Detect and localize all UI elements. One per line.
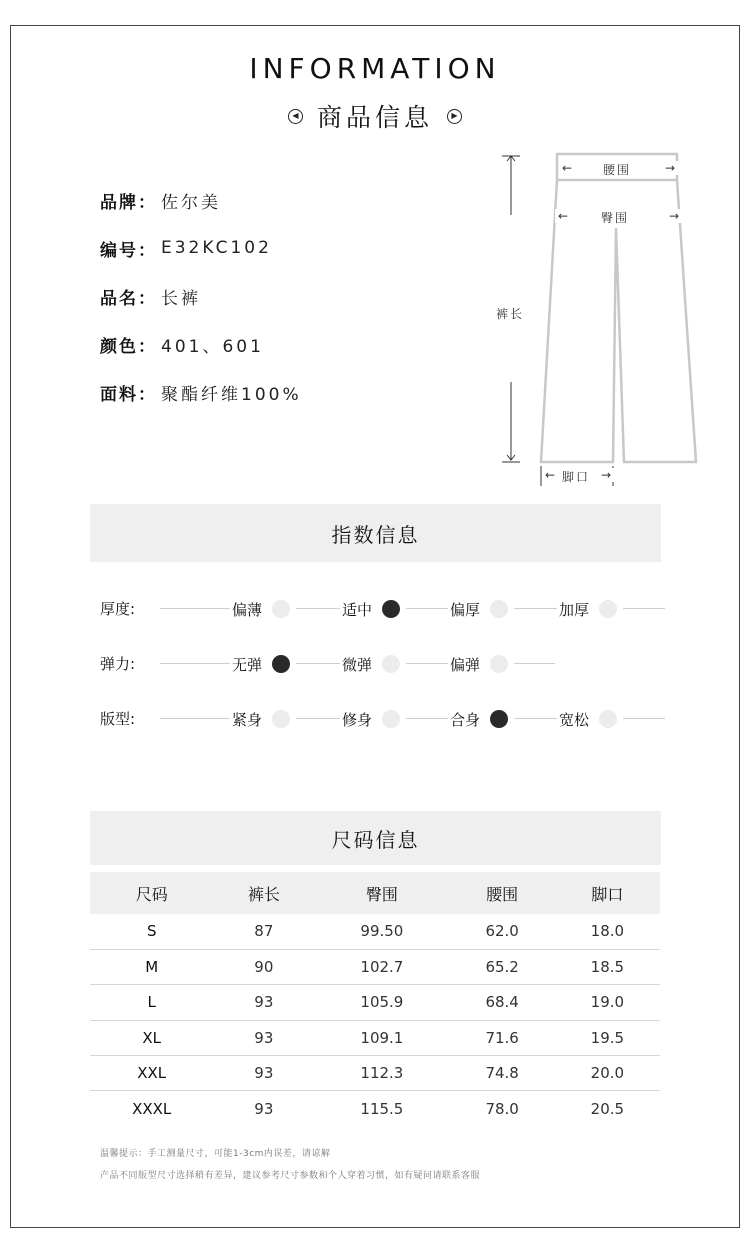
table-row — [90, 1091, 660, 1126]
table-cell: XL — [90, 1020, 213, 1055]
diagram-arrow-right: → — [598, 468, 616, 482]
table-cell: 93 — [213, 1020, 314, 1055]
column-header: 尺码 — [90, 872, 213, 914]
column-header: 裤长 — [213, 872, 314, 914]
table-cell: 19.0 — [555, 985, 660, 1020]
info-row-color — [100, 320, 302, 368]
unselected-dot-icon — [272, 710, 290, 728]
table-cell: 65.2 — [450, 949, 555, 984]
size-table — [90, 872, 660, 1126]
table-cell: 20.0 — [555, 1056, 660, 1091]
table-cell: 112.3 — [314, 1056, 449, 1091]
scale-option-label: 微弹 — [342, 655, 373, 674]
table-cell: S — [90, 914, 213, 949]
info-row-name — [100, 272, 302, 320]
diagram-waist-label: 腰围 — [600, 161, 634, 178]
table-cell: L — [90, 985, 213, 1020]
table-row — [90, 985, 660, 1020]
index-scale-row — [100, 707, 665, 731]
diagram-hem-label: 脚口 — [559, 468, 593, 485]
index-section-header: 指数信息 — [90, 504, 661, 562]
table-row — [90, 949, 660, 984]
index-scale-row — [100, 652, 665, 676]
unselected-dot-icon — [382, 655, 400, 673]
scale-option — [230, 652, 296, 676]
table-cell: XXXL — [132, 1099, 172, 1118]
table-cell: 105.9 — [314, 985, 449, 1020]
size-table-header-row — [90, 872, 660, 914]
table-cell: M — [90, 949, 213, 984]
unselected-dot-icon — [599, 710, 617, 728]
diagram-arrow-left: ← — [542, 468, 560, 482]
scale-option — [448, 652, 514, 676]
scale-row-label: 弹力: — [100, 655, 136, 673]
scale-option-label: 偏薄 — [232, 600, 263, 619]
scale-option-label: 无弹 — [232, 655, 263, 674]
table-cell: 18.5 — [555, 949, 660, 984]
scale-option — [557, 597, 623, 621]
selected-dot-icon — [272, 655, 290, 673]
table-cell: 93 — [254, 1099, 274, 1118]
note-size-advice: 产品不同版型尺寸选择稍有差异，建议参考尺寸参数和个人穿着习惯，如有疑问请联系客服 — [100, 1171, 481, 1181]
info-value: 401、601 — [161, 336, 264, 357]
info-value: 长裤 — [161, 288, 201, 309]
table-cell: 93 — [213, 985, 314, 1020]
scale-option — [448, 707, 514, 731]
table-cell: 102.7 — [314, 949, 449, 984]
scale-option — [230, 597, 296, 621]
scale-option-label: 适中 — [342, 600, 373, 619]
scale-row-label: 版型: — [100, 710, 136, 728]
unselected-dot-icon — [599, 600, 617, 618]
table-cell: 20.5 — [590, 1099, 625, 1118]
table-cell: 93 — [213, 1056, 314, 1091]
info-key: 面料： — [100, 384, 157, 405]
selected-dot-icon — [490, 710, 508, 728]
scale-option — [340, 707, 406, 731]
scale-option-label: 紧身 — [232, 710, 263, 729]
scale-option — [557, 707, 623, 731]
table-row — [90, 914, 660, 949]
title-english: INFORMATION — [249, 52, 501, 85]
diagram-arrow-right: → — [662, 161, 680, 175]
title-chinese: 商品信息 — [316, 103, 433, 132]
pants-measurement-diagram — [480, 148, 710, 493]
table-cell: 109.1 — [314, 1020, 449, 1055]
circle-right-arrow-icon: ▶ — [447, 109, 462, 124]
info-key: 品名： — [100, 288, 157, 309]
table-cell: 62.0 — [450, 914, 555, 949]
info-row-brand — [100, 176, 302, 224]
scale-option — [448, 597, 514, 621]
unselected-dot-icon — [382, 710, 400, 728]
info-row-code — [100, 224, 302, 272]
info-value: E32KC102 — [161, 238, 272, 258]
info-row-fabric — [100, 368, 302, 416]
table-row — [90, 1056, 660, 1091]
scale-option-label: 偏厚 — [450, 600, 481, 619]
diagram-length-label: 裤长 — [493, 305, 527, 322]
diagram-arrow-right: → — [666, 209, 684, 223]
scale-option-label: 合身 — [450, 710, 481, 729]
table-cell: 74.8 — [450, 1056, 555, 1091]
unselected-dot-icon — [490, 655, 508, 673]
note-measurement: 温馨提示：手工测量尺寸，可能1-3cm内误差，请谅解 — [100, 1149, 331, 1159]
table-cell: 99.50 — [314, 914, 449, 949]
unselected-dot-icon — [490, 600, 508, 618]
scale-option-label: 加厚 — [559, 600, 590, 619]
table-cell: 19.5 — [555, 1020, 660, 1055]
scale-option — [340, 652, 406, 676]
table-cell: 115.5 — [360, 1099, 404, 1118]
table-cell: 71.6 — [450, 1020, 555, 1055]
scale-option-label: 宽松 — [559, 710, 590, 729]
table-cell: 90 — [213, 949, 314, 984]
scale-option-label: 修身 — [342, 710, 373, 729]
selected-dot-icon — [382, 600, 400, 618]
info-value: 聚酯纤维100% — [161, 384, 302, 405]
table-row — [90, 1020, 660, 1055]
info-value: 佐尔美 — [161, 192, 221, 213]
column-header: 腰围 — [450, 872, 555, 914]
scale-row-label: 厚度: — [100, 600, 136, 618]
diagram-arrow-left: ← — [555, 209, 573, 223]
table-cell: 78.0 — [485, 1099, 519, 1118]
title-chinese-row — [0, 98, 750, 134]
info-key: 颜色： — [100, 336, 157, 357]
scale-option — [230, 707, 296, 731]
index-scale-row — [100, 597, 665, 621]
product-info-list — [100, 176, 302, 416]
size-section-header: 尺码信息 — [90, 811, 661, 865]
table-cell: 68.4 — [450, 985, 555, 1020]
column-header: 臀围 — [314, 872, 449, 914]
column-header: 脚口 — [555, 872, 660, 914]
info-key: 编号： — [100, 240, 157, 261]
table-cell: XXL — [90, 1056, 213, 1091]
table-cell: 18.0 — [555, 914, 660, 949]
scale-option-label: 偏弹 — [450, 655, 481, 674]
unselected-dot-icon — [272, 600, 290, 618]
diagram-hip-label: 臀围 — [598, 209, 632, 226]
diagram-arrow-left: ← — [559, 161, 577, 175]
scale-option — [340, 597, 406, 621]
table-cell: 87 — [213, 914, 314, 949]
circle-left-arrow-icon: ◀ — [288, 109, 303, 124]
info-key: 品牌： — [100, 192, 157, 213]
